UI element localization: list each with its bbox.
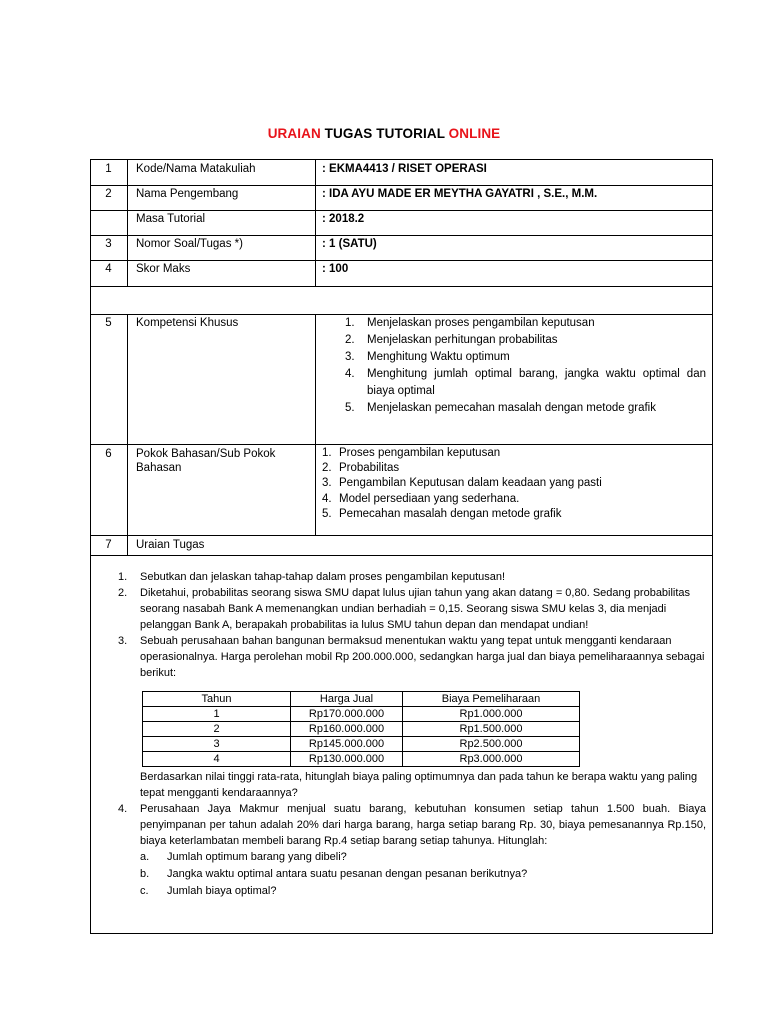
row-label: Masa Tutorial [136,213,206,225]
row-divider [90,535,713,536]
cost-table [142,691,580,767]
row-number: 3 [105,238,112,250]
table-cell: 2 [143,722,291,737]
row-number: 1 [105,163,112,175]
page-title [0,126,768,141]
task-item: 1. Sebutkan dan jelaskan tahap-tahap dalam proses pengambilan keputusan! [118,571,506,583]
row-divider [90,555,713,556]
task-followup: Berdasarkan nilai tinggi rata-rata, hitunglah biaya paling optimumnya dan pada tahun ke berapa waktu yang paling tepat mengganti kendaraannya? [140,771,698,799]
row-value: : IDA AYU MADE ER MEYTHA GAYATRI , S.E., M.M. [322,188,598,200]
table-header-row [143,692,580,707]
pokok-list [322,446,712,522]
row-label-cont: Bahasan [136,462,182,474]
table-cell: 4 [143,752,291,767]
row-label: Uraian Tugas [136,539,205,551]
col-divider [127,159,128,286]
row-divider [90,444,713,445]
row-divider [90,235,713,236]
row-label: Kode/Nama Matakuliah [136,163,256,175]
row-label: Kompetensi Khusus [136,317,239,329]
row-number: 7 [105,539,112,551]
list-item: 1. Menjelaskan proses pengambilan keputusan [345,317,595,329]
row-label: Nomor Soal/Tugas *) [136,238,243,250]
table-cell: Rp170.000.000 [291,707,403,722]
list-item: 2. Probabilitas [322,462,400,475]
col-divider [315,314,316,535]
row-label: Pokok Bahasan/Sub Pokok [136,448,276,460]
row-value: : 2018.2 [322,213,365,225]
row-divider [90,286,713,287]
kompetensi-list [345,315,706,417]
list-item: 3. Pengambilan Keputusan dalam keadaan yang pasti [322,477,602,490]
table-cell: Rp2.500.000 [403,737,580,752]
table-cell: Rp1.000.000 [403,707,580,722]
col-divider [127,314,128,555]
sub-question: c. Jumlah biaya optimal? [140,885,277,897]
row-label: Nama Pengembang [136,188,239,200]
row-number: 6 [105,448,112,460]
row-number: 2 [105,188,112,200]
task-item: 3. Sebuah perusahaan bahan bangunan bermaksud menentukan waktu yang tepat untuk mengganti kendaraan operasionalnya. Harga perolehan mobil Rp 200.000.000, sedangkan harga jual dan biaya pemeliharaannya sebagai berikut: Tahun Harga Jual Biaya Pemeliharaan 1 Rp170.000.000 Rp1.000.000 2 Rp160.000.000 Rp1.500.000 3 Rp145.000.000 Rp2.500.000 4 Rp130.000.000 Rp3.000.000 Berdasarkan nilai tinggi rata-rata, hitunglah biaya paling optimumnya dan pada tahun ke berapa waktu yang paling tepat mengganti kendaraannya? [118,635,705,799]
row-number: 5 [105,317,112,329]
sub-question: b. Jangka waktu optimal antara suatu pesanan dengan pesanan berikutnya? [140,868,528,880]
row-value: : EKMA4413 / RISET OPERASI [322,163,487,175]
table-cell: Rp160.000.000 [291,722,403,737]
title-online: ONLINE [448,126,501,141]
table-header: Biaya Pemeliharaan [403,692,580,707]
table-cell: Rp1.500.000 [403,722,580,737]
task-item: 4. Perusahaan Jaya Makmur menjual suatu barang, kebutuhan konsumen setiap tahun 1.500 buah. Biaya penyimpanan per tahun adalah 20% dari harga barang, harga setiap barang Rp. 30, biaya pemesanannya Rp.150, biaya keterlambatan membeli barang Rp.4 setiap barang setiap tahunya. Hitunglah: a. Jumlah optimum barang yang dibeli? b. Jangka waktu optimal antara suatu pesanan dengan pesanan berikutnya? c. Jumlah biaya optimal? [118,801,706,900]
row-label: Skor Maks [136,263,191,275]
table-header: Tahun [143,692,291,707]
list-item: 5. Pemecahan masalah dengan metode grafik [322,507,562,520]
title-uraian: URAIAN [267,126,321,141]
sub-question: a. Jumlah optimum barang yang dibeli? [140,851,347,863]
list-item: 3. Menghitung Waktu optimum [345,351,510,363]
table-row [143,707,580,722]
list-item: 5. Menjelaskan pemecahan masalah dengan metode grafik [345,402,656,414]
task-list [118,569,706,900]
row-divider [90,210,713,211]
col-divider [315,159,316,286]
list-item: 4. Menghitung jumlah optimal barang, jangka waktu optimal dan biaya optimal [345,368,706,397]
table-row [143,737,580,752]
row-number: 4 [105,263,112,275]
table-cell: Rp145.000.000 [291,737,403,752]
list-item: 2. Menjelaskan perhitungan probabilitas [345,334,558,346]
row-divider [90,260,713,261]
table-cell: 3 [143,737,291,752]
table-row [143,722,580,737]
title-middle: TUGAS TUTORIAL [320,126,449,141]
task-item: 2. Diketahui, probabilitas seorang siswa SMU dapat lulus ujian tahun yang akan datang = 0,80. Sedang probabilitas seorang nasabah Bank A memenangkan undian berhadiah = 0,15. Seorang siswa SMU kelas 3, dia menjadi pelanggan Bank A, berapakah probabilitas ia lulus SMU tahun depan dan mendapat undian! [118,587,691,631]
list-item: 4. Model persediaan yang sederhana. [322,492,520,505]
row-divider [90,185,713,186]
table-row [143,752,580,767]
table-cell: 1 [143,707,291,722]
list-item: 1. Proses pengambilan keputusan [322,447,501,459]
table-header: Harga Jual [291,692,403,707]
row-value: : 100 [322,263,349,275]
table-cell: Rp130.000.000 [291,752,403,767]
table-cell: Rp3.000.000 [403,752,580,767]
row-value: : 1 (SATU) [322,238,377,250]
